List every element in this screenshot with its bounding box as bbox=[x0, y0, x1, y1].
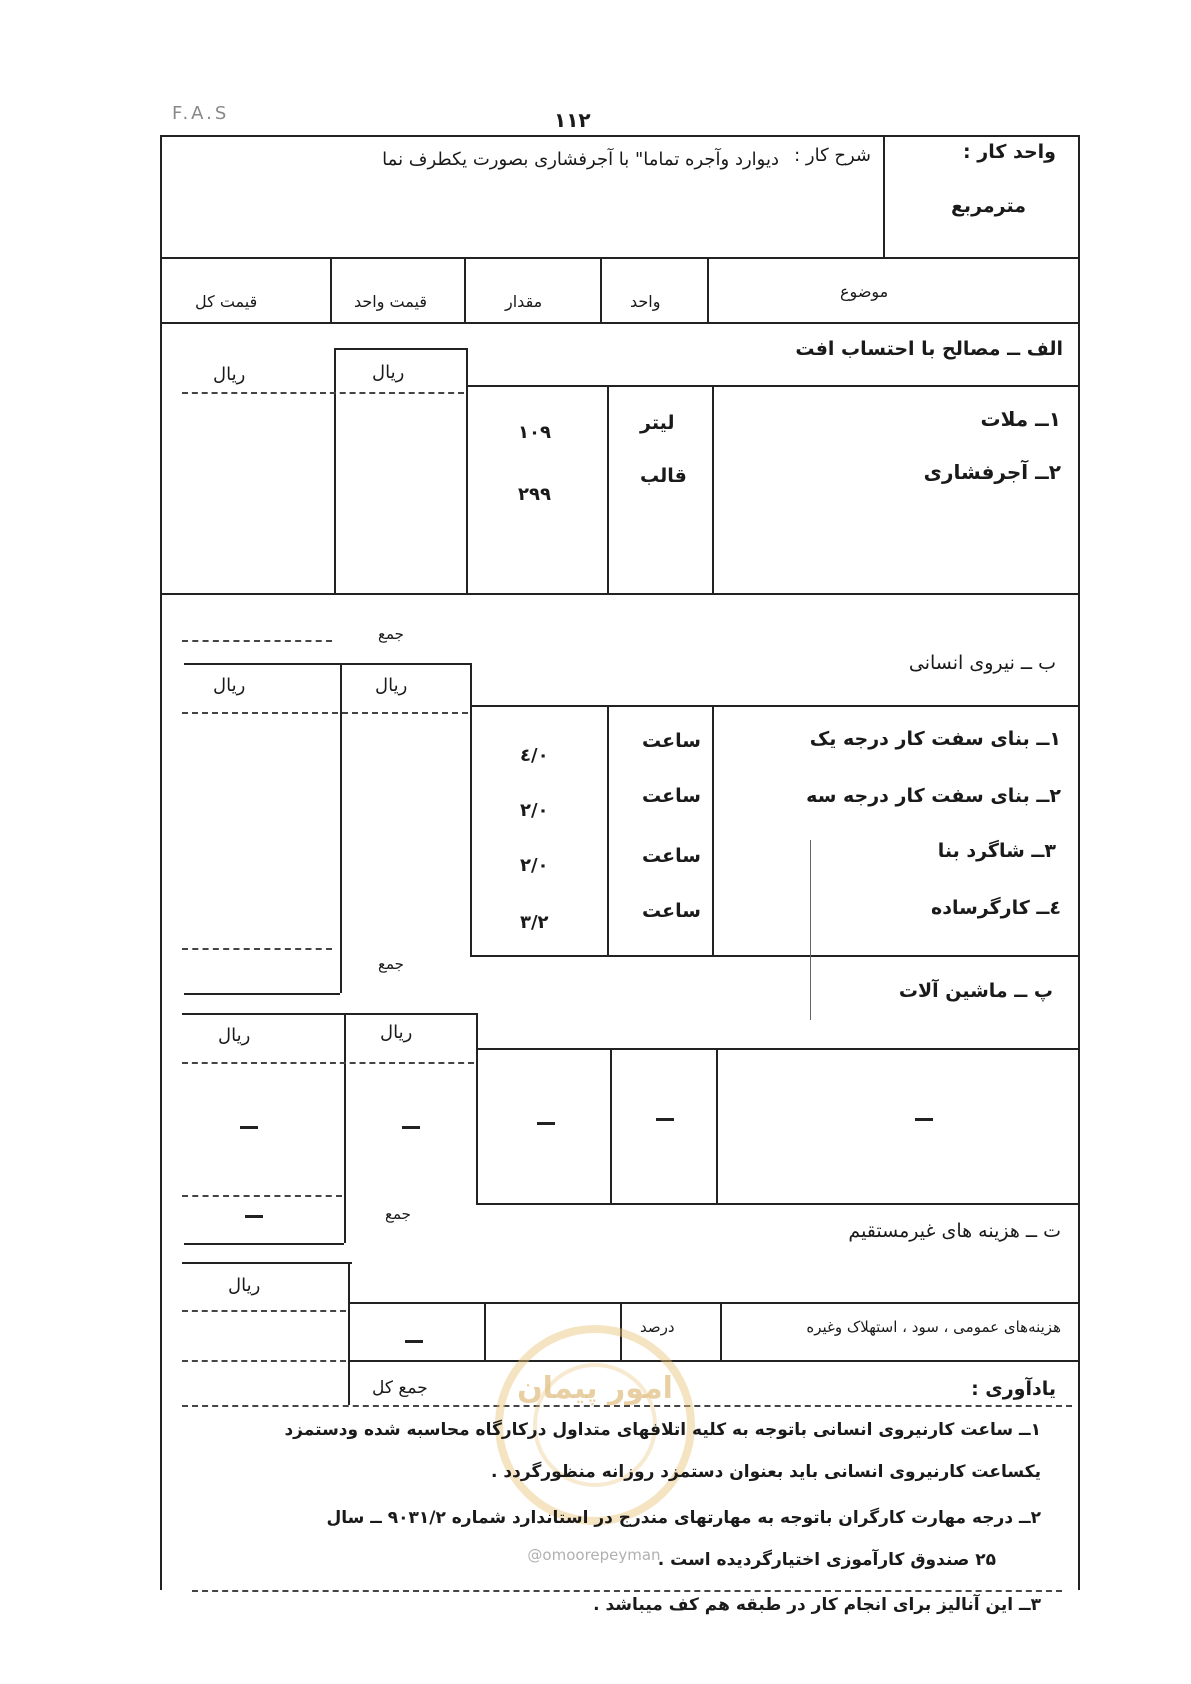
materials-currency-line bbox=[182, 392, 464, 394]
unit-label: واحد کار : bbox=[963, 141, 1056, 163]
materials-row-2-label: ۲ــ آجرفشاری bbox=[923, 460, 1061, 484]
labor-row-3-qty: ۲/۰ bbox=[520, 855, 549, 876]
materials-currency-total: ریال bbox=[213, 364, 246, 385]
materials-col-1 bbox=[712, 385, 714, 593]
machinery-bottom bbox=[476, 1203, 1080, 1205]
labor-row-2-unit: ساعت bbox=[642, 785, 701, 807]
labor-row-1-label: ۱ــ بنای سفت کار درجه یک bbox=[809, 728, 1061, 750]
labor-currency-line bbox=[182, 712, 468, 714]
machinery-dash-unitprice bbox=[402, 1126, 420, 1129]
materials-currency-unit: ریال bbox=[372, 362, 405, 383]
machinery-sum-line bbox=[182, 1195, 342, 1197]
watermark-handle: @omoorepeyman bbox=[527, 1546, 661, 1564]
col-unit: واحد bbox=[630, 292, 661, 311]
indirect-currency-total: ریال bbox=[228, 1275, 261, 1296]
machinery-box-top bbox=[182, 1013, 478, 1015]
machinery-title: پ ــ ماشین آلات bbox=[898, 980, 1053, 1002]
materials-sum-line bbox=[182, 640, 332, 642]
labor-row-3-label: ۳ــ شاگرد بنا bbox=[937, 840, 1056, 862]
machinery-body-top bbox=[476, 1048, 1080, 1050]
materials-row-1-qty: ۱۰۹ bbox=[518, 422, 551, 443]
labor-currency-total: ریال bbox=[213, 675, 246, 696]
labor-body-top bbox=[470, 705, 1080, 707]
labor-row-2-label: ۲ــ بنای سفت کار درجه سه bbox=[806, 785, 1061, 807]
work-description: دیوارد وآجره تماما" با آجرفشاری بصورت یکطرف نما bbox=[382, 149, 779, 170]
work-description-label: شرح کار : bbox=[794, 145, 871, 166]
notes-title: یادآوری : bbox=[971, 1378, 1056, 1400]
labor-row-4-qty: ۳/۲ bbox=[520, 912, 549, 933]
labor-sum-bottom bbox=[184, 993, 340, 995]
col-total-price: قیمت کل bbox=[195, 292, 258, 311]
machinery-sum-dash bbox=[245, 1215, 263, 1218]
labor-row-4-unit: ساعت bbox=[642, 900, 701, 922]
col-line-1 bbox=[707, 258, 709, 323]
indirect-box-top bbox=[182, 1262, 352, 1264]
materials-row-1-label: ۱ــ ملات bbox=[980, 407, 1061, 431]
machinery-dash-subject bbox=[915, 1118, 933, 1121]
materials-row-2-qty: ۲۹۹ bbox=[518, 484, 551, 505]
materials-box-mid bbox=[334, 348, 336, 593]
labor-row-1-qty: ۰/٤ bbox=[520, 745, 549, 766]
indirect-col-1 bbox=[720, 1302, 722, 1360]
materials-row-2-unit: قالب bbox=[640, 465, 687, 487]
labor-title: ب ــ نیروی انسانی bbox=[908, 652, 1056, 674]
frame-left bbox=[160, 135, 162, 1590]
labor-sum-line bbox=[182, 948, 332, 950]
labor-row-2-qty: ۲/۰ bbox=[520, 800, 549, 821]
materials-sum-label: جمع bbox=[378, 625, 404, 643]
grand-total-label: جمع کل bbox=[372, 1378, 428, 1398]
indirect-col-3 bbox=[484, 1302, 486, 1360]
indirect-currency-line bbox=[182, 1310, 346, 1312]
machinery-dash-unit bbox=[656, 1118, 674, 1121]
machinery-box-left bbox=[476, 1013, 478, 1203]
machinery-currency-total: ریال bbox=[218, 1025, 251, 1046]
col-line-4 bbox=[330, 258, 332, 323]
page-number: ۱۱۲ bbox=[554, 108, 591, 132]
indirect-body-top bbox=[348, 1302, 1080, 1304]
materials-col-2 bbox=[607, 385, 609, 593]
colheader-bottom bbox=[160, 322, 1080, 324]
corner-code: F.A.S bbox=[172, 103, 230, 124]
labor-currency-unit: ریال bbox=[375, 675, 408, 696]
notes-line-4: ۲۵ صندوق کارآموزی اختیارگردیده است . bbox=[657, 1550, 996, 1570]
watermark-title: امور پیمان bbox=[517, 1371, 673, 1406]
labor-row-1-unit: ساعت bbox=[642, 730, 701, 752]
header-bottom bbox=[160, 257, 1080, 259]
labor-row-4-label: ٤ــ کارگرساده bbox=[931, 897, 1061, 919]
machinery-sum-label: جمع bbox=[385, 1205, 411, 1223]
indirect-bottom bbox=[348, 1360, 1080, 1362]
machinery-currency-line bbox=[182, 1062, 474, 1064]
labor-box-top bbox=[184, 663, 470, 665]
materials-bottom bbox=[160, 593, 1080, 595]
machinery-sum-bottom bbox=[184, 1243, 344, 1245]
col-unit-price: قیمت واحد bbox=[354, 292, 427, 311]
frame-top bbox=[160, 135, 1080, 137]
labor-row-3-unit: ساعت bbox=[642, 845, 701, 867]
col-subject: موضوع bbox=[840, 282, 889, 301]
unit-value: مترمربع bbox=[950, 195, 1026, 217]
notes-line-5: ۳ــ این آنالیز برای انجام کار در طبقه هم کف میباشد . bbox=[593, 1595, 1041, 1615]
indirect-dash-unitprice bbox=[405, 1340, 423, 1343]
machinery-col-1 bbox=[716, 1048, 718, 1203]
machinery-currency-unit: ریال bbox=[380, 1022, 413, 1043]
materials-row-1-unit: لیتر bbox=[640, 412, 675, 434]
machinery-dash-qty bbox=[537, 1122, 555, 1125]
notes-line-1: ۱ــ ساعت کارنیروی انسانی باتوجه به کلیه اتلافهای متداول درکارگاه محاسبه شده ودستمزد bbox=[284, 1420, 1041, 1440]
notes-line-3: ۲ــ درجه مهارت کارگران باتوجه به مهارتهای مندرج در استاندارد شماره ۹۰۳۱/۲ ــ سال bbox=[326, 1508, 1041, 1528]
indirect-box-mid bbox=[348, 1262, 350, 1405]
col-line-2 bbox=[600, 258, 602, 323]
indirect-title: ت ــ هزینه های غیرمستقیم bbox=[848, 1220, 1061, 1242]
labor-col-2 bbox=[607, 705, 609, 955]
machinery-box-mid bbox=[344, 1013, 346, 1243]
frame-bottom bbox=[192, 1590, 1062, 1592]
machinery-dash-total bbox=[240, 1126, 258, 1129]
materials-box-top bbox=[334, 348, 468, 350]
labor-col-1 bbox=[712, 705, 714, 955]
indirect-row-unit: درصد bbox=[640, 1318, 675, 1336]
machinery-col-2 bbox=[610, 1048, 612, 1203]
frame-right bbox=[1078, 135, 1080, 1590]
indirect-row-label: هزینه‌های عمومی ، سود ، استهلاک وغیره bbox=[806, 1318, 1061, 1336]
header-divider bbox=[883, 135, 885, 257]
labor-sum-label: جمع bbox=[378, 955, 404, 973]
col-line-3 bbox=[464, 258, 466, 323]
col-quantity: مقدار bbox=[505, 292, 543, 311]
materials-title: الف ــ مصالح با احتساب افت bbox=[795, 338, 1063, 360]
indirect-bottom-line bbox=[182, 1360, 346, 1362]
materials-body-top bbox=[466, 385, 1080, 387]
labor-bottom bbox=[470, 955, 1080, 957]
notes-line-2: یکساعت کارنیروی انسانی باید بعنوان دستمزد روزانه منظورگردد . bbox=[491, 1462, 1041, 1482]
labor-tick bbox=[810, 840, 811, 1020]
